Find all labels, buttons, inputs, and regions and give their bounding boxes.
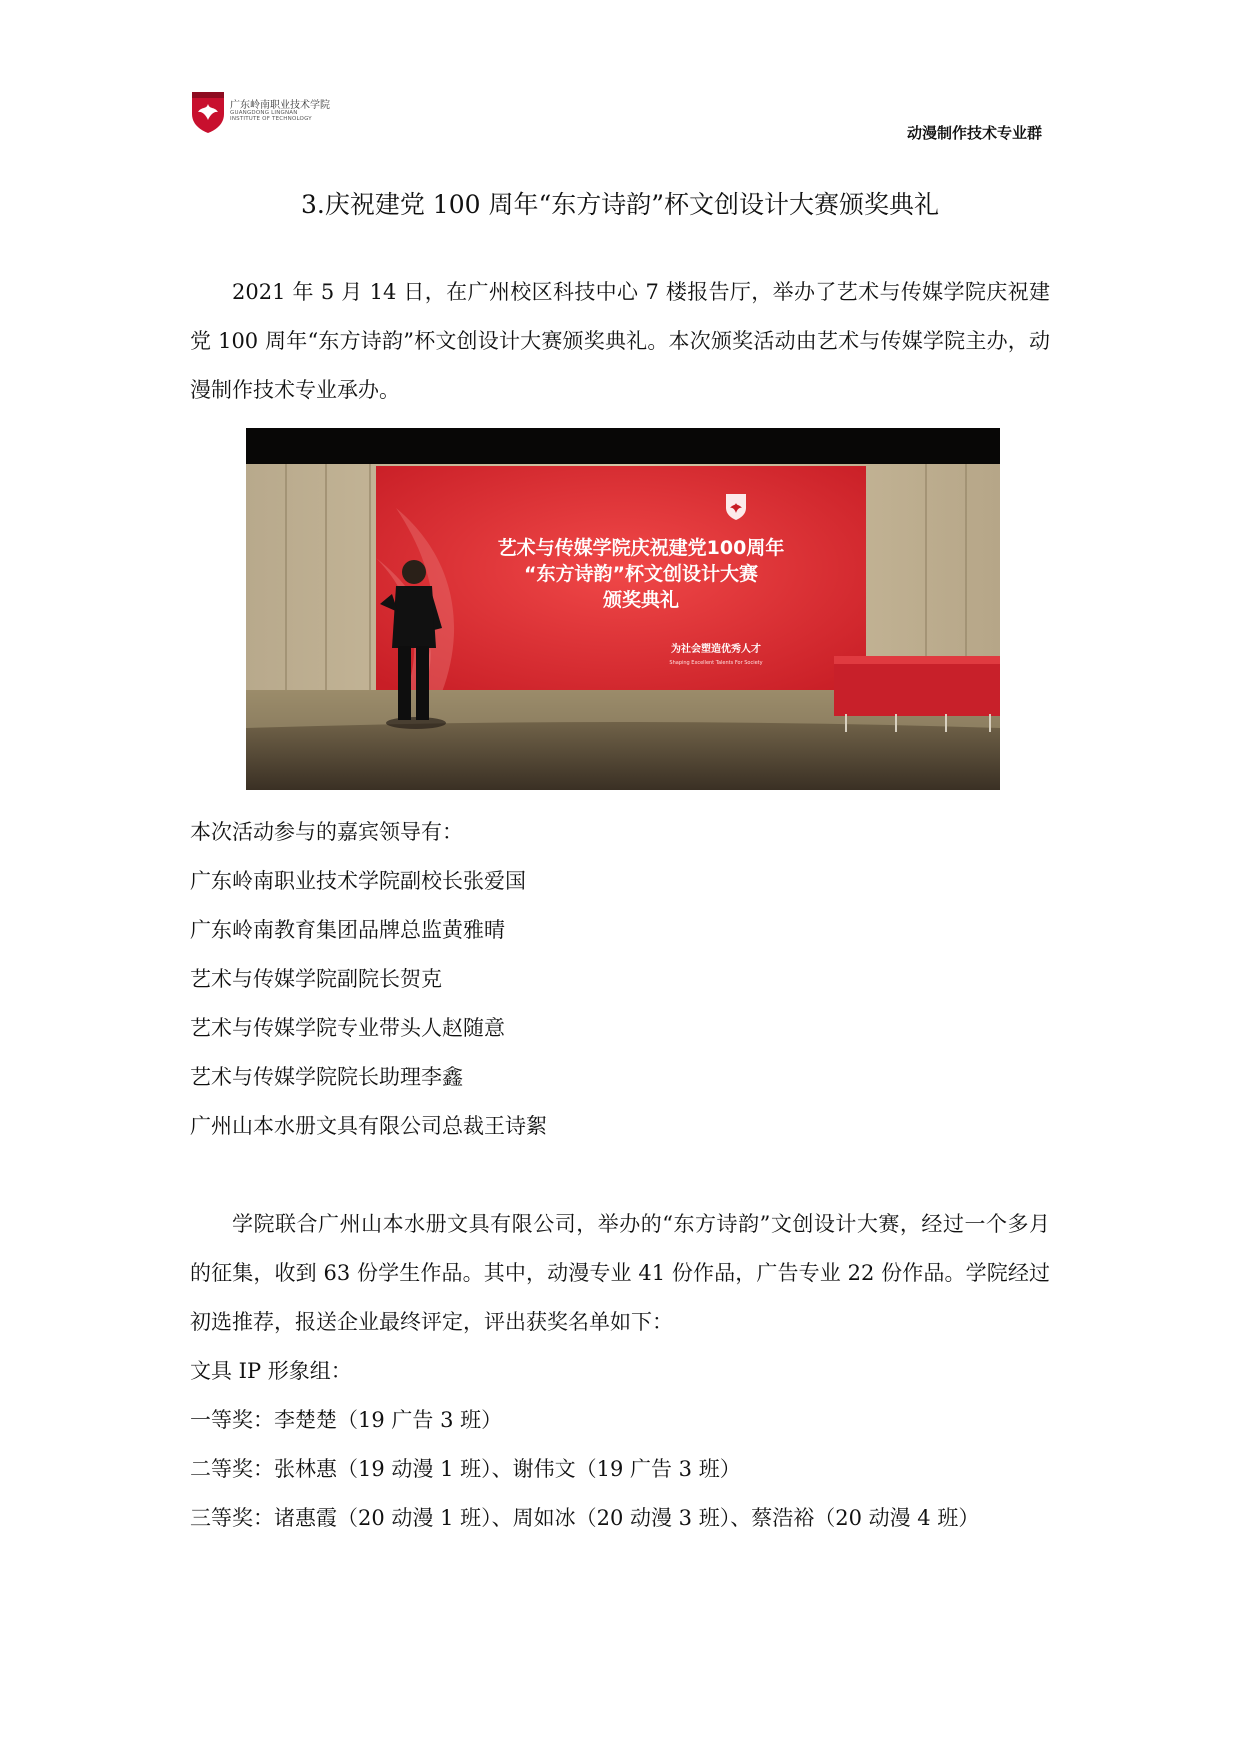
third-prize: 三等奖：诸惠霞（20 动漫 1 班）、周如冰（20 动漫 3 班）、蔡浩裕（20 动漫 4 班） [190,1506,980,1530]
logo-chinese-name: 广东岭南职业技术学院 [230,99,330,111]
screen-slogan-english: Shaping Excellent Talents For Society [669,660,763,666]
screen-title-line3: 颁奖典礼 [602,589,680,611]
intro-paragraph: 2021 年 5 月 14 日，在广州校区科技中心 7 楼报告厅，举办了艺术与传媒学院庆祝建党 100 周年“东方诗韵”杯文创设计大赛颁奖典礼。本次颁奖活动由艺术与传媒学院主办，动漫制作技术专业承办。 [190,280,1050,402]
ceremony-photo [246,428,1000,790]
award-list [190,1347,1050,1543]
article-title: 3.庆祝建党 100 周年“东方诗韵”杯文创设计大赛颁奖典礼 [300,189,940,219]
school-logo [190,90,330,134]
guest-item: 广东岭南教育集团品牌总监黄雅晴 [190,918,505,942]
second-prize: 二等奖：张林惠（19 动漫 1 班）、谢伟文（19 广告 3 班） [190,1457,741,1481]
guest-item: 艺术与传媒学院专业带头人赵随意 [190,1016,505,1040]
logo-english-name-line2: INSTITUTE OF TECHNOLOGY [230,116,312,123]
school-crest-icon [190,90,226,134]
screen-title-line1: 艺术与传媒学院庆祝建党100周年 [497,537,785,559]
screen-title-line2: “东方诗韵”杯文创设计大赛 [524,563,758,585]
page-header [190,90,1050,146]
guest-item: 广州山本水册文具有限公司总裁王诗絮 [190,1114,547,1138]
guest-item: 艺术与传媒学院院长助理李鑫 [190,1065,463,1089]
guest-list [190,808,1050,1151]
logo-english-name-line1: GUANGDONG LINGNAN [230,110,298,117]
competition-paragraph: 学院联合广州山本水册文具有限公司，举办的“东方诗韵”文创设计大赛，经过一个多月的征集，收到 63 份学生作品。其中，动漫专业 41 份作品，广告专业 22 份作品。学院经过初选推荐，报送企业最终评定，评出获奖名单如下： [190,1212,1050,1334]
screen-slogan: 为社会塑造优秀人才 [671,644,761,655]
award-group-heading: 文具 IP 形象组： [190,1359,352,1383]
guest-list-intro: 本次活动参与的嘉宾领导有： [190,820,463,844]
guest-item: 艺术与传媒学院副院长贺克 [190,967,442,991]
major-group-name: 动漫制作技术专业群 [906,124,1042,142]
first-prize: 一等奖：李楚楚（19 广告 3 班） [190,1408,503,1432]
guest-item: 广东岭南职业技术学院副校长张爱国 [190,869,526,893]
